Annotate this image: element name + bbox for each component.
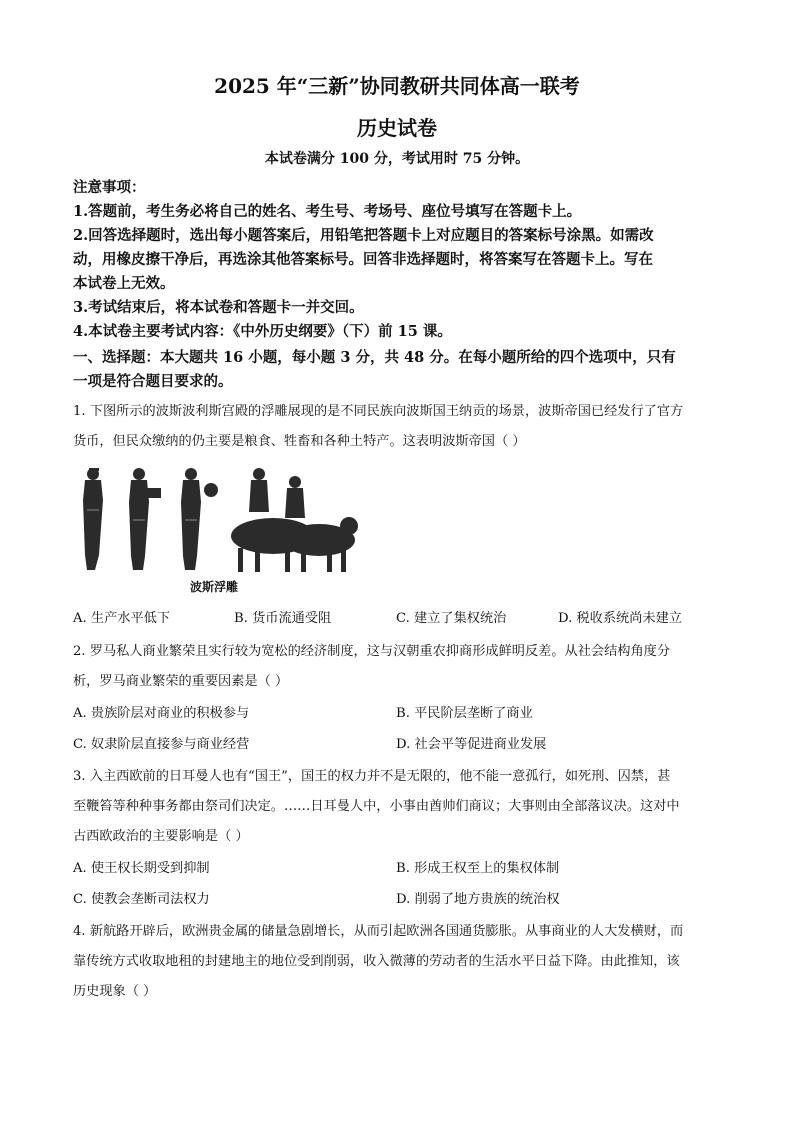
option-b: B. 形成王权至上的集权体制 bbox=[396, 861, 560, 876]
exam-subject: 历史试卷 bbox=[357, 116, 437, 140]
question-2-text: 2. 罗马私人商业繁荣且实行较为宽松的经济制度，这与汉朝重农抑商形成鲜明反差。从社会结构角度分 bbox=[73, 644, 671, 659]
exam-title: 2025 年“三新”协同教研共同体高一联考 bbox=[214, 74, 580, 98]
note-line: 动，用橡皮擦干净后，再选涂其他答案标号。回答非选择题时，将答案写在答题卡上。写在 bbox=[73, 251, 653, 268]
notes-heading: 注意事项： bbox=[73, 179, 146, 196]
option-c: C. 建立了集权统治 bbox=[396, 611, 507, 626]
section-heading: 一、选择题：本大题共 16 小题，每小题 3 分，共 48 分。在每小题所给的四个选项中，只有 bbox=[73, 349, 676, 366]
note-line: 本试卷上无效。 bbox=[73, 275, 175, 292]
note-line: 2.回答选择题时，选出每小题答案后，用铅笔把答题卡上对应题目的答案标号涂黑。如需改 bbox=[73, 227, 654, 244]
question-3-text: 3. 入主西欧前的日耳曼人也有“国王”，国王的权力并不是无限的，他不能一意孤行，如死刑、囚禁，甚 bbox=[73, 769, 671, 784]
question-2-text: 析，罗马商业繁荣的重要因素是（ ） bbox=[73, 674, 289, 689]
option-b: B. 平民阶层垄断了商业 bbox=[396, 706, 533, 721]
option-d: D. 税收系统尚未建立 bbox=[558, 611, 682, 626]
note-line: 3.考试结束后，将本试卷和答题卡一并交回。 bbox=[73, 299, 364, 316]
option-c: C. 奴隶阶层直接参与商业经营 bbox=[73, 737, 250, 752]
question-1-text: 1. 下图所示的波斯波利斯宫殿的浮雕展现的是不同民族向波斯国王纳贡的场景，波斯帝国已经发行了官方 bbox=[73, 404, 684, 419]
section-heading: 一项是符合题目要求的。 bbox=[73, 373, 233, 390]
question-1-text: 货币，但民众缴纳的仍主要是粮食、牲畜和各种土特产。这表明波斯帝国（ ） bbox=[73, 434, 526, 449]
note-line: 1.答题前，考生务必将自己的姓名、考生号、考场号、座位号填写在答题卡上。 bbox=[73, 203, 582, 220]
question-3-text: 至鞭笞等种种事务都由祭司们决定。……日耳曼人中，小事由酋帅们商议；大事则由全部落议决。这对中 bbox=[73, 799, 680, 814]
question-4-text: 4. 新航路开辟后，欧洲贵金属的储量急剧增长，从而引起欧洲各国通货膨胀。从事商业的人大发横财，而 bbox=[73, 924, 684, 939]
question-4-text: 靠传统方式收取地租的封建地主的地位受到削弱，收入微薄的劳动者的生活水平日益下降。由此推知，该 bbox=[73, 954, 680, 969]
question-3-text: 古西欧政治的主要影响是（ ） bbox=[73, 829, 249, 844]
image-caption: 波斯浮雕 bbox=[190, 580, 239, 594]
option-b: B. 货币流通受阻 bbox=[234, 611, 332, 626]
exam-info: 本试卷满分 100 分，考试用时 75 分钟。 bbox=[264, 151, 530, 167]
option-c: C. 使教会垄断司法权力 bbox=[73, 892, 210, 907]
persian-relief-image bbox=[73, 460, 363, 590]
option-d: D. 削弱了地方贵族的统治权 bbox=[396, 892, 560, 907]
note-line: 4.本试卷主要考试内容：《中外历史纲要》（下）前 15 课。 bbox=[73, 323, 452, 340]
option-a: A. 使王权长期受到抑制 bbox=[73, 861, 210, 876]
option-a: A. 贵族阶层对商业的积极参与 bbox=[73, 706, 250, 721]
option-a: A. 生产水平低下 bbox=[73, 611, 171, 626]
option-d: D. 社会平等促进商业发展 bbox=[396, 737, 547, 752]
question-4-text: 历史现象（ ） bbox=[73, 984, 157, 999]
